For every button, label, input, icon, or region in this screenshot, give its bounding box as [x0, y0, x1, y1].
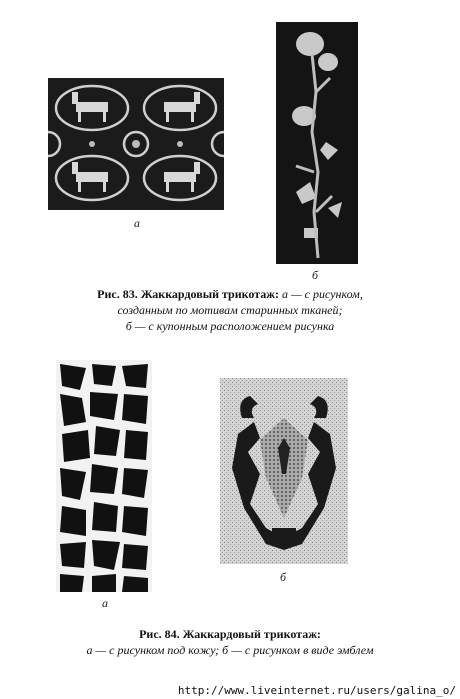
fig84-label-a: а: [102, 596, 108, 610]
fig84-caption: [24, 626, 436, 658]
fig83-caption-title: Жаккардовый трикотаж:: [140, 287, 279, 301]
fig83-caption-number: Рис. 83.: [97, 287, 138, 301]
fig83-a-image: [48, 78, 224, 210]
fig83-caption-a: а — с рисунком,: [281, 287, 363, 301]
fig83-caption-line3: б — с купонным расположением рисунка: [125, 319, 335, 333]
fig83-label-b: б: [312, 268, 319, 282]
fig83-caption-line2: созданным по мотивам старинных тканей;: [117, 303, 343, 317]
fig83-b-image: [276, 22, 358, 264]
fig83-caption-line1: [30, 286, 430, 302]
fig84-a-image: [56, 360, 152, 592]
fig83-caption: [30, 286, 430, 334]
fig84-caption-line1: [24, 626, 436, 642]
fig84-caption-title: Жаккардовый трикотаж:: [182, 627, 321, 641]
watermark-url: http://www.liveinternet.ru/users/galina_o/: [177, 684, 456, 697]
fig84-label-b: б: [280, 570, 287, 584]
fig84-caption-line2: а — с рисунком под кожу; б — с рисунком в виде эмблем: [86, 643, 374, 657]
fig84-b-image: [220, 378, 348, 564]
fig84-caption-number: Рис. 84.: [139, 627, 180, 641]
fig83-label-a: а: [134, 216, 140, 230]
